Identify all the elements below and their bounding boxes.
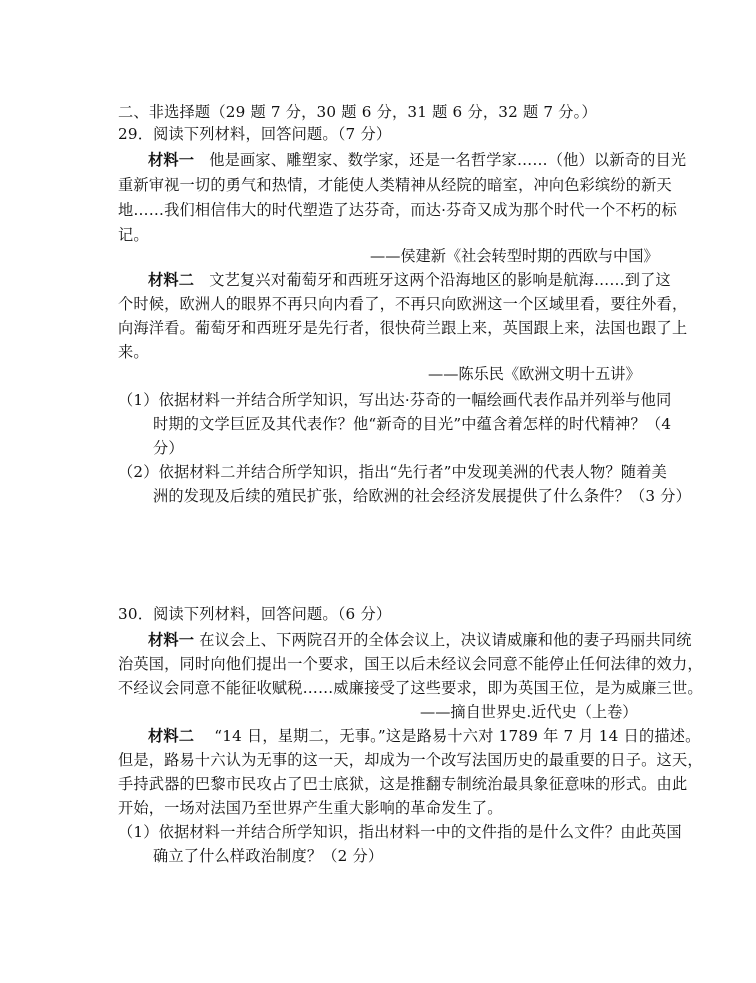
q30-material-2-label: 材料二 [148, 727, 195, 745]
q30-material-2-line-3: 手持武器的巴黎市民攻占了巴士底狱，这是推翻专制统治最具象征意味的形式。由此 [118, 775, 688, 793]
section-heading: 二、非选择题（29 题 7 分，30 题 6 分，31 题 6 分，32 题 7 分。） [118, 103, 597, 121]
q30-material-1-line-1 [148, 630, 692, 650]
q29-material-1-source: ——侯建新《社会转型时期的西欧与中国》 [370, 247, 659, 265]
q30-material-1-label: 材料一 [148, 631, 195, 649]
q29-material-1-line-4: 记。 [118, 226, 149, 244]
q29-material-2-line-3: 向海洋看。葡萄牙和西班牙是先行者，很快荷兰跟上来，英国跟上来，法国也跟了上 [118, 319, 688, 337]
q30-material-1-text-1: 在议会上、下两院召开的全体会议上，决议请威廉和他的妻子玛丽共同统 [199, 631, 692, 649]
q30-material-1-source: ——摘自世界史.近代史（上卷） [420, 703, 638, 721]
q29-material-1-line-3: 地……我们相信伟大的时代塑造了达芬奇，而达·芬奇又成为那个时代一个不朽的标 [118, 201, 677, 219]
q30-material-2-text-1: “14 日，星期二，无事。”这是路易十六对 1789 年 7 月 14 日的描述。 [214, 727, 701, 745]
q30-material-2-line-4: 开始，一场对法国乃至世界产生重大影响的革命发生了。 [118, 799, 503, 817]
q30-material-1-line-3: 不经议会同意不能征收赋税……威廉接受了这些要求，即为英国王位，是为威廉三世。 [118, 679, 703, 697]
q29-material-1-line-2: 重新审视一切的勇气和热情，才能使人类精神从经院的暗室，冲向色彩缤纷的新天 [118, 176, 672, 194]
q29-stem: 29．阅读下列材料，回答问题。（7 分） [118, 125, 392, 143]
q29-material-2-source: ——陈乐民《欧洲文明十五讲》 [428, 365, 641, 383]
q29-material-2-label: 材料二 [148, 271, 195, 289]
q30-material-2-line-1 [148, 726, 701, 746]
q29-material-2-line-2: 个时候，欧洲人的眼界不再只向内看了，不再只向欧洲这一个区域里看，要往外看， [118, 295, 688, 313]
q29-material-2-line-4: 来。 [118, 343, 149, 361]
q29-sub1-line-3: 分） [153, 439, 184, 457]
q29-material-2-text-1: 文艺复兴对葡萄牙和西班牙这两个沿海地区的影响是航海……到了这 [209, 271, 671, 289]
q29-material-1-text-1: 他是画家、雕塑家、数学家，还是一名哲学家……（他）以新奇的目光 [209, 151, 687, 169]
q29-sub1-line-1: （1）依据材料一并结合所学知识，写出达·芬奇的一幅绘画代表作品并列举与他同 [118, 391, 672, 409]
q29-material-1-line-1 [148, 150, 686, 170]
q29-material-2-line-1 [148, 270, 671, 290]
q29-material-1-label: 材料一 [148, 151, 195, 169]
q30-material-2-line-2: 但是，路易十六认为无事的这一天，却成为一个改写法国历史的最重要的日子。这天， [118, 751, 703, 769]
q29-sub2-line-1: （2）依据材料二并结合所学知识，指出“先行者”中发现美洲的代表人物？随着美 [118, 463, 667, 481]
q29-sub2-line-2: 洲的发现及后续的殖民扩张，给欧洲的社会经济发展提供了什么条件？（3 分） [153, 487, 692, 505]
q30-sub1-line-2: 确立了什么样政治制度？（2 分） [153, 847, 384, 865]
q30-material-1-line-2: 治英国，同时向他们提出一个要求，国王以后未经议会同意不能停止任何法律的效力， [118, 655, 703, 673]
q29-sub1-line-2: 时期的文学巨匠及其代表作？他“新奇的目光”中蕴含着怎样的时代精神？（4 [153, 415, 672, 433]
q30-stem: 30．阅读下列材料，回答问题。（6 分） [118, 605, 392, 623]
q30-sub1-line-1: （1）依据材料一并结合所学知识，指出材料一中的文件指的是什么文件？由此英国 [118, 823, 682, 841]
